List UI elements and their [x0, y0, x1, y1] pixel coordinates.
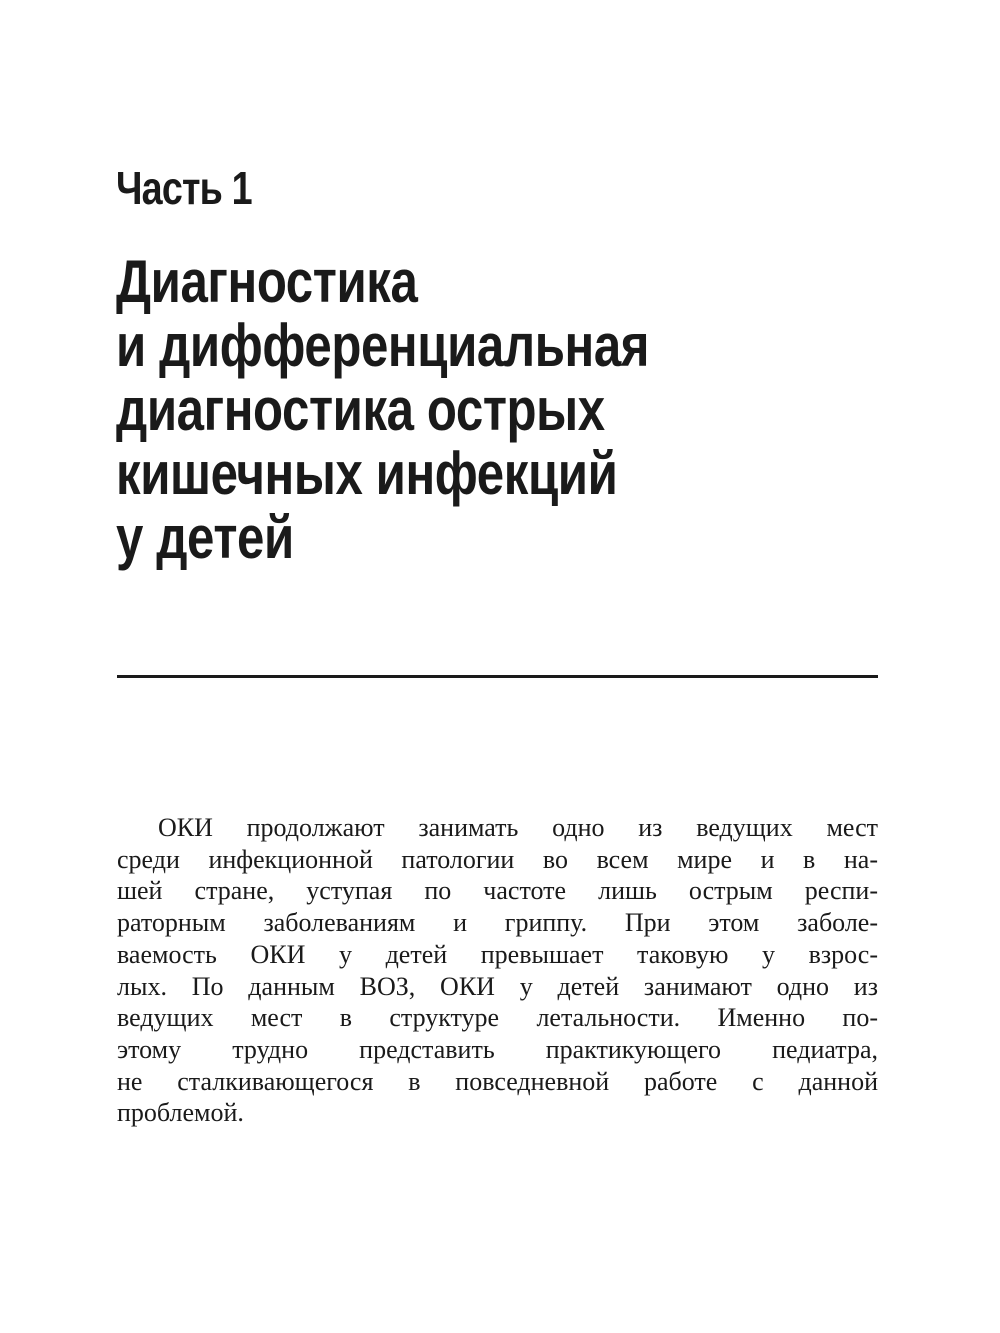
- body-line: раторным заболеваниям и гриппу. При этом заболе-: [117, 908, 878, 938]
- chapter-title-line: кишечных инфекций: [116, 440, 618, 507]
- body-line: ОКИ продолжают занимать одно из ведущих мест: [158, 813, 878, 842]
- chapter-title: [116, 250, 766, 570]
- body-line: ведущих мест в структуре летальности. Именно по-: [117, 1003, 878, 1033]
- body-line: ваемость ОКИ у детей превышает таковую у взрос-: [117, 939, 878, 969]
- body-line: лых. По данным ВОЗ, ОКИ у детей занимают одно из: [117, 971, 878, 1001]
- body-line: среди инфекционной патологии во всем мире и в на-: [117, 844, 878, 874]
- horizontal-rule: [117, 675, 878, 678]
- body-line: шей стране, уступая по частоте лишь острым респи-: [117, 876, 878, 906]
- body-line: проблемой.: [117, 1098, 244, 1128]
- body-paragraph: [117, 812, 878, 1129]
- body-line: не сталкивающегося в повседневной работе с данной: [117, 1066, 878, 1096]
- chapter-title-line: и дифференциальная: [116, 312, 650, 379]
- chapter-title-line: диагностика острых: [116, 376, 605, 443]
- part-label: Часть 1: [116, 162, 252, 214]
- chapter-title-line: у детей: [116, 504, 294, 571]
- chapter-title-line: Диагностика: [116, 248, 418, 315]
- body-line: этому трудно представить практикующего педиатра,: [117, 1034, 878, 1064]
